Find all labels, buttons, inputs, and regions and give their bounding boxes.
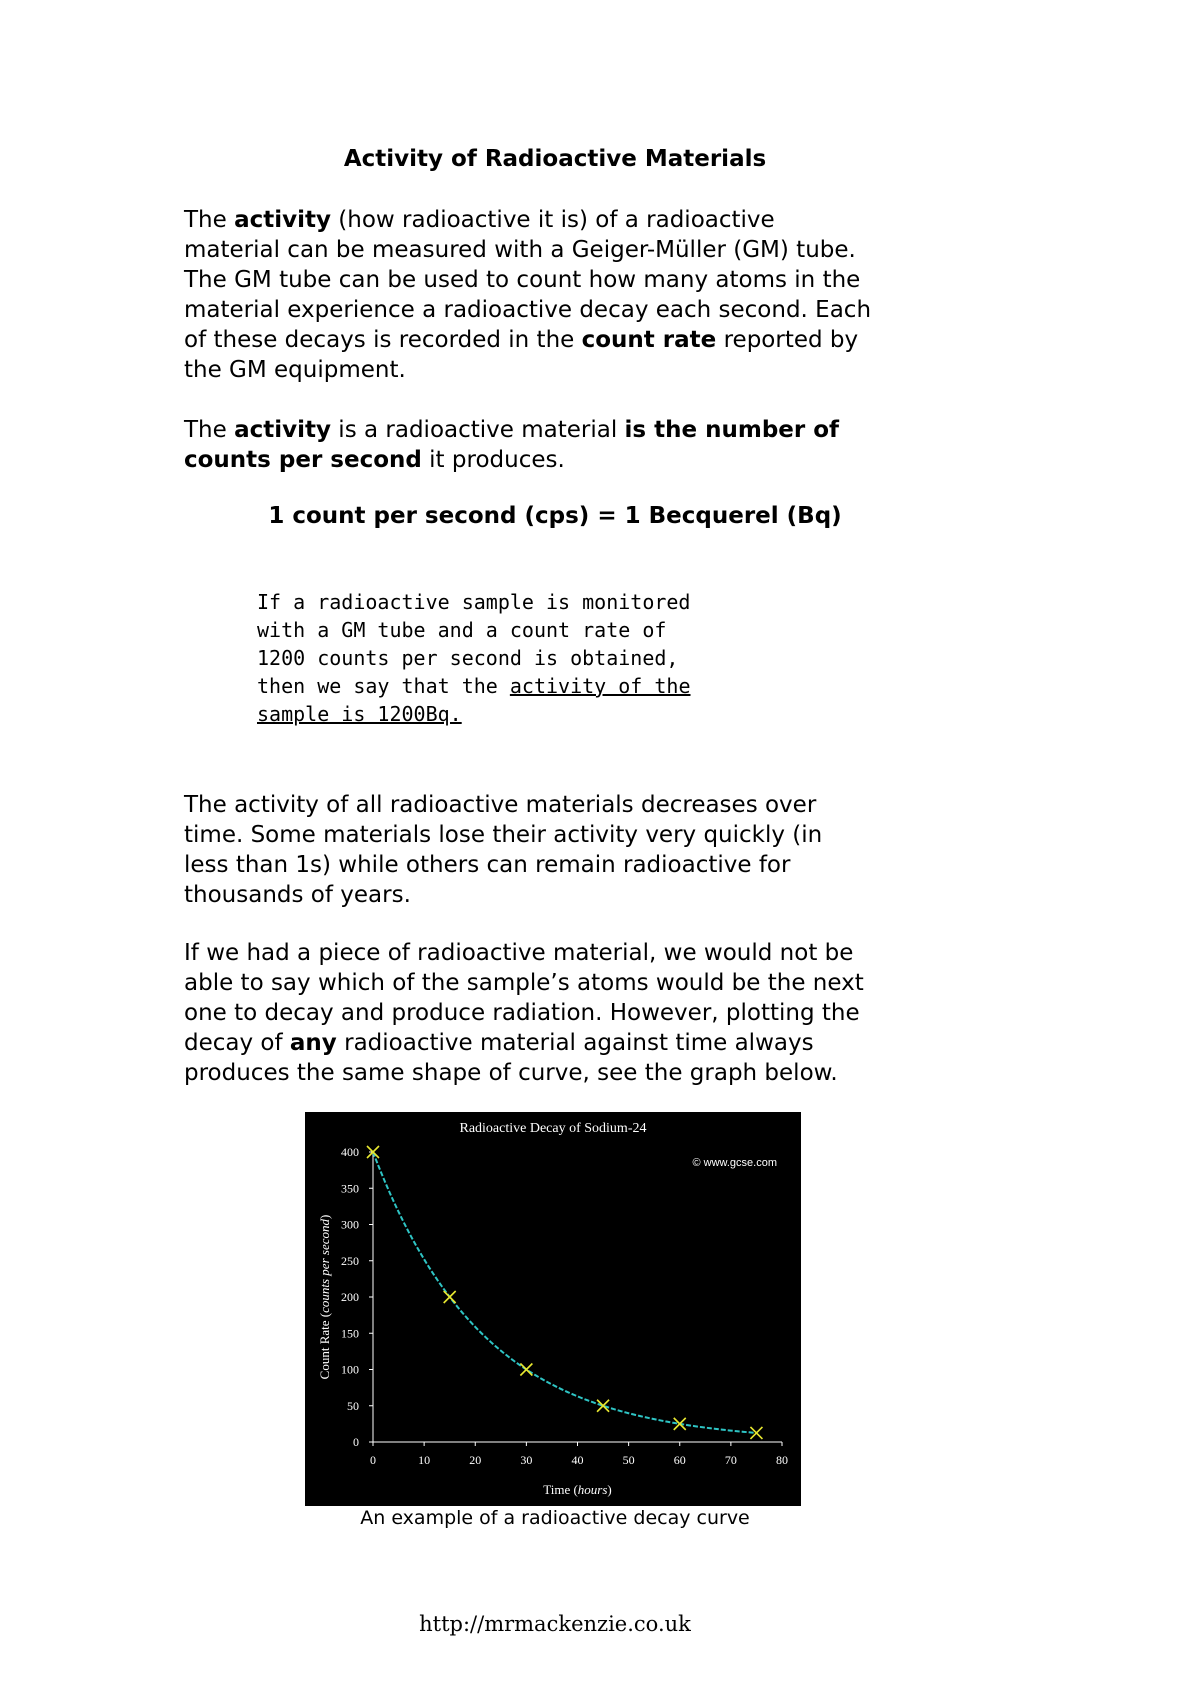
bold-term: counts per second bbox=[184, 447, 422, 473]
text: it produces. bbox=[421, 447, 565, 473]
text: decay of bbox=[184, 1030, 290, 1056]
x-tick-label: 60 bbox=[673, 1453, 686, 1467]
x-axis-label-part: Time ( bbox=[543, 1482, 578, 1497]
underlined-text: activity of the bbox=[509, 674, 691, 698]
y-tick-label: 250 bbox=[341, 1253, 359, 1268]
footer-url: http://mrmackenzie.co.uk bbox=[419, 1612, 691, 1636]
bold-term: activity bbox=[234, 417, 331, 443]
text-line: less than 1s) while others can remain radioactive for bbox=[184, 852, 791, 878]
data-point-marker bbox=[597, 1400, 609, 1412]
example-line: If a radioactive sample is monitored bbox=[257, 590, 691, 614]
x-axis-label-part: hours bbox=[577, 1482, 608, 1497]
chart-caption: An example of a radioactive decay curve bbox=[360, 1507, 750, 1529]
x-tick-label: 40 bbox=[571, 1453, 584, 1467]
x-axis-label bbox=[543, 1482, 612, 1497]
text-line: able to say which of the sample’s atoms would be the next bbox=[184, 970, 864, 996]
text: (how radioactive it is) of a radioactive bbox=[331, 207, 775, 233]
x-tick-label: 10 bbox=[418, 1453, 431, 1467]
text-line: produces the same shape of curve, see the graph below. bbox=[184, 1060, 838, 1086]
text-line bbox=[184, 325, 944, 355]
example-line bbox=[257, 672, 817, 700]
text: radioactive material against time always bbox=[336, 1030, 814, 1056]
y-axis-label-part: counts per second bbox=[317, 1219, 332, 1313]
text-line: material experience a radioactive decay each second. Each bbox=[184, 297, 872, 323]
text-line: time. Some materials lose their activity very quickly (in bbox=[184, 822, 823, 848]
text-line: one to decay and produce radiation. However, plotting the bbox=[184, 1000, 860, 1026]
bold-term: is the number of bbox=[624, 417, 840, 443]
y-axis-label bbox=[317, 1215, 332, 1380]
x-tick-label: 70 bbox=[724, 1453, 737, 1467]
text-line: thousands of years. bbox=[184, 882, 411, 908]
example-line: 1200 counts per second is obtained, bbox=[257, 646, 679, 670]
y-tick-label: 50 bbox=[347, 1398, 359, 1413]
x-tick-label: 0 bbox=[370, 1453, 376, 1467]
y-tick-label: 0 bbox=[353, 1435, 359, 1449]
y-tick-label: 400 bbox=[341, 1145, 359, 1159]
x-tick-label: 50 bbox=[622, 1453, 635, 1467]
text-line bbox=[184, 415, 944, 445]
y-tick-label: 150 bbox=[341, 1326, 359, 1341]
bold-term: activity bbox=[234, 207, 331, 233]
formula-becquerel: 1 count per second (cps) = 1 Becquerel (Bq) bbox=[268, 503, 842, 529]
decay-chart bbox=[305, 1112, 801, 1506]
text-line: material can be measured with a Geiger-Müller (GM) tube. bbox=[184, 237, 856, 263]
example-box bbox=[257, 588, 817, 728]
x-tick-label: 80 bbox=[776, 1453, 788, 1467]
text: of these decays is recorded in the bbox=[184, 327, 582, 353]
decay-chart-svg bbox=[305, 1112, 801, 1506]
text-line: If we had a piece of radioactive material, we would not be bbox=[184, 940, 854, 966]
x-axis-label-part: ) bbox=[607, 1482, 612, 1497]
paragraph-activity-decreases bbox=[184, 790, 944, 910]
paragraph-decay-curve bbox=[184, 938, 944, 1088]
data-point-marker bbox=[444, 1291, 456, 1303]
page-title: Activity of Radioactive Materials bbox=[343, 146, 767, 172]
text-line: the GM equipment. bbox=[184, 357, 406, 383]
text: The bbox=[184, 417, 235, 443]
bold-term: any bbox=[289, 1030, 337, 1056]
y-tick-label: 350 bbox=[341, 1181, 359, 1196]
text: reported by bbox=[716, 327, 859, 353]
y-tick-label: 300 bbox=[341, 1217, 359, 1232]
text-line: The GM tube can be used to count how many atoms in the bbox=[184, 267, 861, 293]
text: then we say that the bbox=[257, 674, 510, 698]
chart-watermark: © www.gcse.com bbox=[692, 1157, 777, 1169]
paragraph-activity-intro bbox=[184, 205, 944, 385]
example-line: with a GM tube and a count rate of bbox=[257, 618, 667, 642]
text: The bbox=[184, 207, 235, 233]
text-line bbox=[184, 1028, 944, 1058]
text-line bbox=[184, 205, 944, 235]
example-line bbox=[257, 700, 817, 728]
y-tick-label: 200 bbox=[341, 1290, 359, 1304]
x-tick-label: 20 bbox=[469, 1453, 482, 1467]
decay-curve-line bbox=[373, 1152, 756, 1433]
y-tick-label: 100 bbox=[341, 1362, 359, 1377]
x-tick-label: 30 bbox=[520, 1453, 533, 1467]
underlined-text: sample is 1200Bq. bbox=[257, 702, 462, 726]
paragraph-activity-definition bbox=[184, 415, 944, 475]
y-axis-label-part: Count Rate ( bbox=[317, 1312, 332, 1380]
text-line: The activity of all radioactive materials decreases over bbox=[184, 792, 817, 818]
text-line bbox=[184, 445, 944, 475]
bold-term: count rate bbox=[581, 327, 717, 353]
y-axis-label-part: ) bbox=[317, 1214, 332, 1220]
data-point-marker bbox=[520, 1364, 532, 1376]
chart-title: Radioactive Decay of Sodium-24 bbox=[459, 1121, 647, 1136]
text: is a radioactive material bbox=[331, 417, 625, 443]
